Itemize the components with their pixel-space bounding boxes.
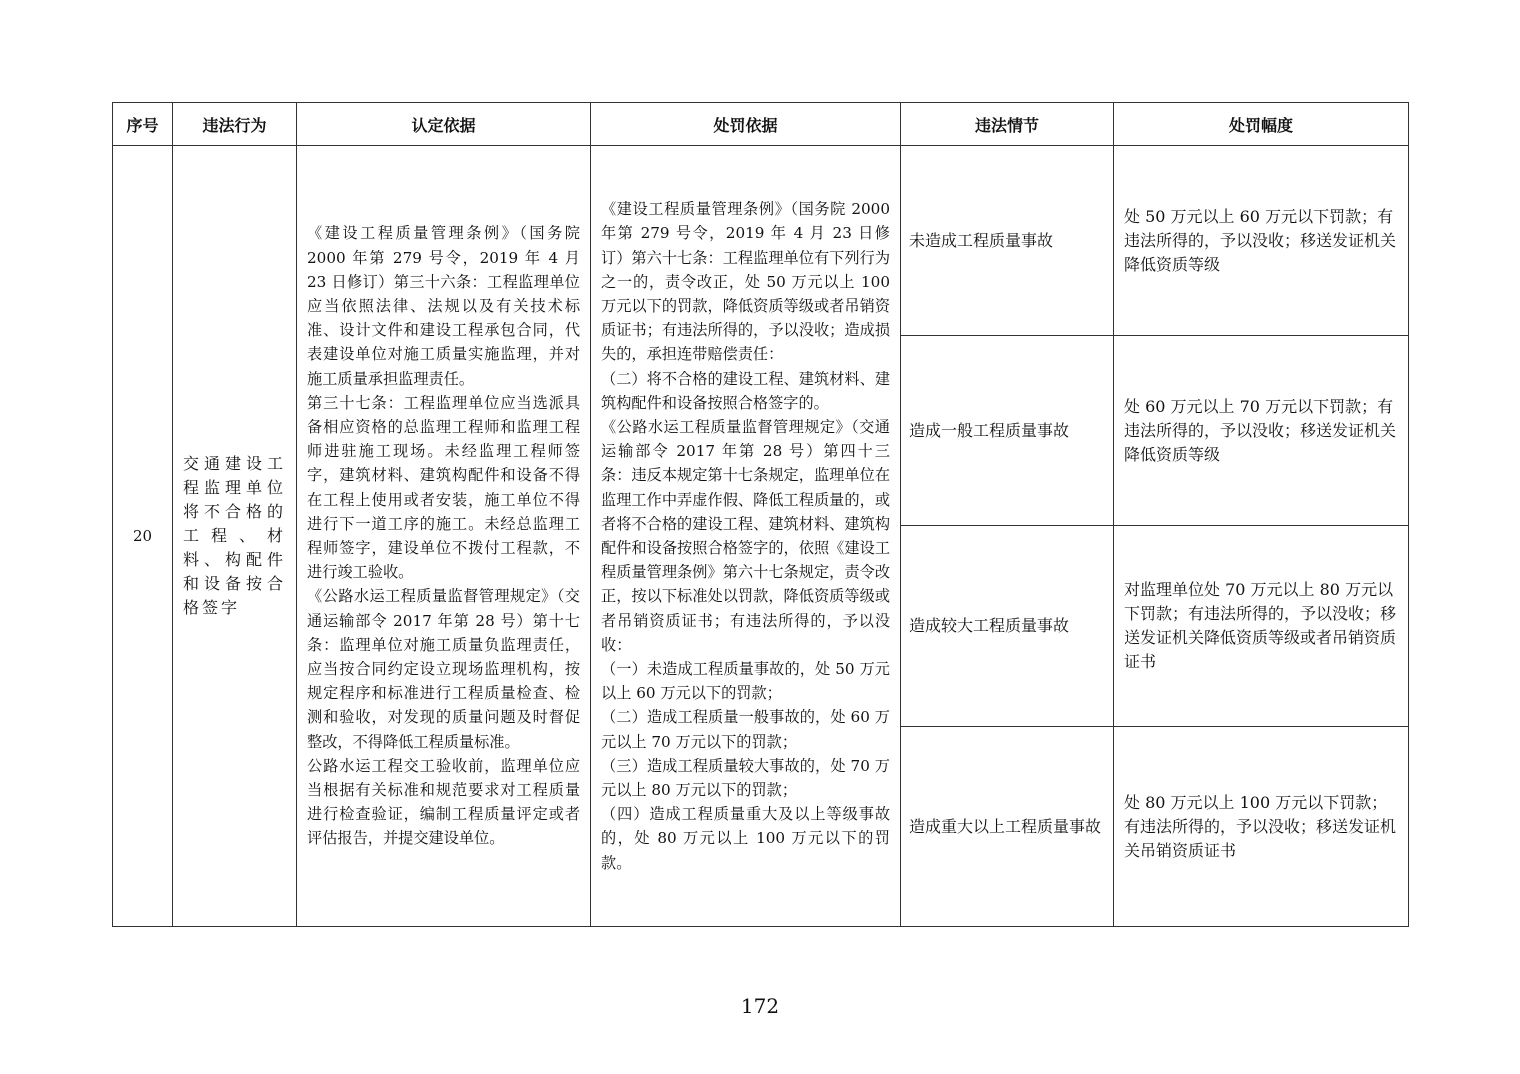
basis-text: 《建设工程质量管理条例》（国务院 2000 年第 279 号令，2019 年 4 月 23 日修订）第三十六条：工程监理单位应当依照法律、法规以及有关技术标准、设计文件和建设工程承包合同，代表建设单位对施工质量实施监理，并对施工质量承担监理责任。 第三十七条：工程监理单位应当选派具备相应资格的总监理工程师和监理工程师进驻施工现场。未经监理工程师签字，建筑材料、建筑构配件和设备不得在工程上使用或者安装，施工单位不得进行下一道工序的施工。未经总监理工程师签字，建设单位不拨付工程款，不进行竣工验收。 《公路水运工程质量监督管理规定》（交通运输部令 2017 年第 28 号）第十七条：监理单位对施工质量负监理责任，应当按合同约定设立现场监理机构，按规定程序和标准进行工程质量检查、检测和验收，对发现的质量问题及时督促整改，不得降低工程质量标准。 公路水运工程交工验收前，监理单位应当根据有关标准和规范要求对工程质量进行检查验证，编制工程质量评定或者评估报告，并提交建设单位。	[307, 224, 580, 848]
header-row	[113, 103, 1409, 146]
circumstance-cell: 未造成工程质量事故	[901, 146, 1114, 336]
header-violation: 违法行为	[173, 103, 297, 146]
violation-cell: 交通建设工程监理单位将不合格的工程、材料、构配件和设备按合格签字	[173, 146, 297, 927]
penalty-range-cell: 处 60 万元以上 70 万元以下罚款；有违法所得的，予以没收；移送发证机关降低资质等级	[1114, 336, 1409, 526]
penalty-table	[112, 102, 1409, 927]
penalty-range-cell: 对监理单位处 70 万元以上 80 万元以下罚款；有违法所得的，予以没收；移送发证机关降低资质等级或者吊销资质证书	[1114, 526, 1409, 727]
table-row	[113, 146, 1409, 336]
header-basis: 认定依据	[297, 103, 591, 146]
circumstance-cell: 造成较大工程质量事故	[901, 526, 1114, 727]
penalty-basis-cell	[591, 146, 901, 927]
circumstance-cell: 造成重大以上工程质量事故	[901, 727, 1114, 927]
penalty-basis-text: 《建设工程质量管理条例》（国务院 2000 年第 279 号令，2019 年 4 月 23 日修订）第六十七条：工程监理单位有下列行为之一的，责令改正，处 50 万元以上 100 万元以下的罚款，降低资质等级或者吊销资质证书；有违法所得的，予以没收；造成损失的，承担连带赔偿责任： （二）将不合格的建设工程、建筑材料、建筑构配件和设备按照合格签字的。 《公路水运工程质量监督管理规定》（交通运输部令 2017 年第 28 号）第四十三条：违反本规定第十七条规定，监理单位在监理工作中弄虚作假、降低工程质量的，或者将不合格的建设工程、建筑材料、建筑构配件和设备按照合格签字的，依照《建设工程质量管理条例》第六十七条规定，责令改正，按以下标准处以罚款，降低资质等级或者吊销资质证书；有违法所得的，予以没收： （一）未造成工程质量事故的，处 50 万元以上 60 万元以下的罚款； （二）造成工程质量一般事故的，处 60 万元以上 70 万元以下的罚款； （三）造成工程质量较大事故的，处 70 万元以上 80 万元以下的罚款； （四）造成工程质量重大及以上等级事故的，处 80 万元以上 100 万元以下的罚款。	[601, 200, 890, 872]
header-circumstance: 违法情节	[901, 103, 1114, 146]
penalty-range-cell: 处 80 万元以上 100 万元以下罚款；有违法所得的，予以没收；移送发证机关吊销资质证书	[1114, 727, 1409, 927]
circumstance-cell: 造成一般工程质量事故	[901, 336, 1114, 526]
row-number: 20	[113, 146, 173, 927]
penalty-range-cell: 处 50 万元以上 60 万元以下罚款；有违法所得的，予以没收；移送发证机关降低资质等级	[1114, 146, 1409, 336]
header-penalty-basis: 处罚依据	[591, 103, 901, 146]
header-penalty-range: 处罚幅度	[1114, 103, 1409, 146]
basis-cell	[297, 146, 591, 927]
header-number: 序号	[113, 103, 173, 146]
page-number: 172	[740, 994, 780, 1018]
